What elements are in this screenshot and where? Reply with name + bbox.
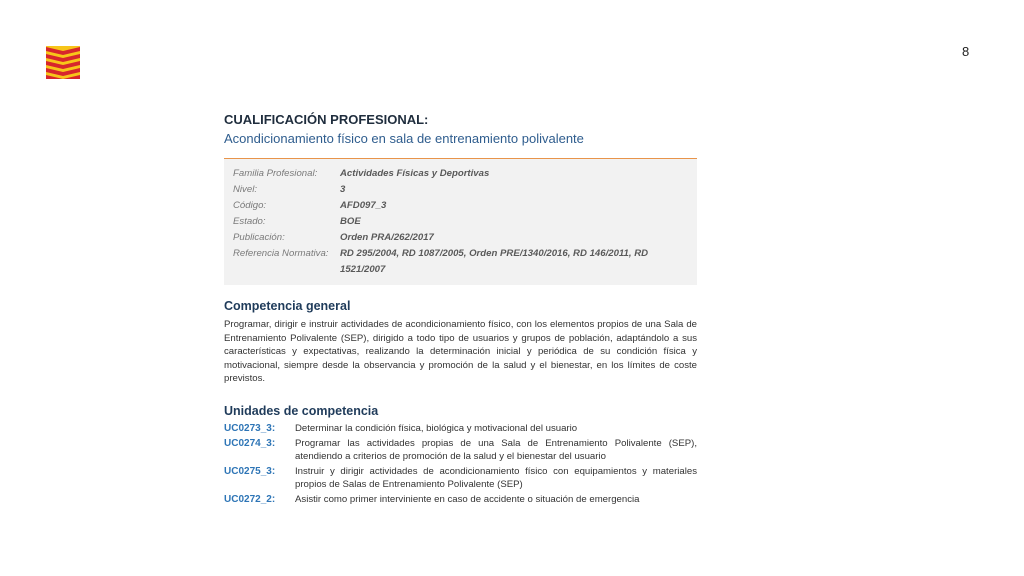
document-title: CUALIFICACIÓN PROFESIONAL: [224,112,429,127]
info-row-estado [233,214,689,230]
aragon-flag-logo [46,46,80,79]
document-subtitle: Acondicionamiento físico en sala de entrenamiento polivalente [224,131,584,146]
unit-code: UC0273_3: [224,422,276,434]
info-row-familia [233,166,689,182]
info-value: RD 295/2004, RD 1087/2005, Orden PRE/1340/2016, RD 146/2011, RD 1521/2007 [340,248,649,275]
info-label: Código: [233,200,267,211]
qualification-info-box [224,158,697,285]
page-number: 8 [962,44,970,59]
info-label: Nivel: [233,184,257,195]
unit-list [224,422,697,507]
unit-description: Asistir como primer interviniente en caso de accidente o situación de emergencia [295,493,640,505]
info-value: Actividades Físicas y Deportivas [340,168,490,179]
list-item [224,465,697,492]
list-item [224,493,697,507]
list-item [224,437,697,464]
unit-code: UC0274_3: [224,437,276,449]
unit-description: Instruir y dirigir actividades de acondicionamiento físico con equipamientos y materiales propios de Salas de Entrenamiento Polivalente (SEP) [295,465,697,491]
info-row-nivel [233,182,689,198]
unit-code: UC0272_2: [224,493,276,505]
info-value: BOE [340,216,361,227]
unit-description: Determinar la condición física, biológica y motivacional del usuario [295,422,578,434]
info-value: AFD097_3 [340,200,387,211]
info-row-referencia [233,246,689,278]
competencia-general-text: Programar, dirigir e instruir actividades de acondicionamiento físico, con los elementos propios de una Sala de Entrenamiento Polivalente (SEP), dirigido a todo tipo de usuarios y grupos de población, adaptándolo a sus características y expectativas, realizando la determinación inicial y periódica de su condición física y motivacional, siempre desde la observancia y promoción de la salud y el bienestar, en los límites de coste previstos. [224,319,697,385]
unit-code: UC0275_3: [224,465,276,477]
info-row-publicacion [233,230,689,246]
info-label: Referencia Normativa: [233,248,329,259]
info-label: Familia Profesional: [233,168,318,179]
info-value: 3 [340,184,346,195]
qualification-document [224,112,697,508]
competencia-general-heading: Competencia general [224,299,351,313]
unit-description: Programar las actividades propias de una Sala de Entrenamiento Polivalente (SEP), atendiendo a criterios de promoción de la salud y el bienestar del usuario [295,437,697,463]
info-value: Orden PRA/262/2017 [340,232,434,243]
unidades-competencia-heading: Unidades de competencia [224,403,379,418]
list-item [224,422,697,436]
info-row-codigo [233,198,689,214]
info-label: Publicación: [233,232,285,243]
info-label: Estado: [233,216,266,227]
